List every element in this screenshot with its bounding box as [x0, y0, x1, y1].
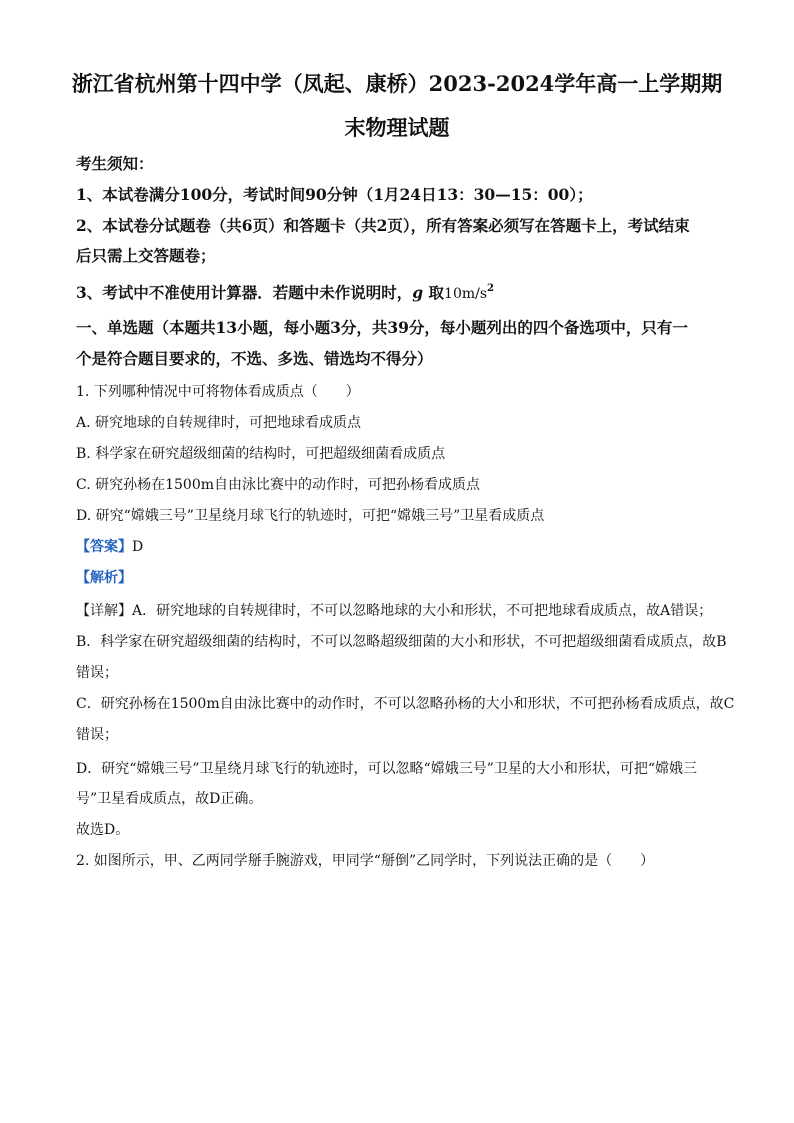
detail-label: 【详解】 [76, 603, 132, 619]
notice-item-2a: 2、本试卷分试题卷（共6页）和答题卡（共2页），所有答案必须写在答题卡上，考试结束 [76, 216, 690, 235]
q1-detail-c-line2: 错误； [76, 727, 118, 743]
q1-detail-d-line2: 号”卫星看成质点，故D正确。 [76, 791, 263, 807]
q1-option-c: C. 研究孙杨在1500m自由泳比赛中的动作时，可把孙杨看成质点 [76, 477, 481, 493]
notice-item-2b: 后只需上交答题卷； [76, 246, 216, 265]
section1-heading-a: 一、单选题（本题共13小题，每小题3分，共39分，每小题列出的四个备选项中，只有一 [76, 318, 688, 337]
q1-option-a: A. 研究地球的自转规律时，可把地球看成质点 [76, 415, 362, 431]
notice-item-1: 1、本试卷满分100分，考试时间90分钟（1月24日13：30—15：00）； [76, 185, 593, 204]
gravity-exponent: 2 [487, 283, 495, 294]
q1-detail-b-line2: 错误； [76, 665, 118, 681]
q2-stem: 2. 如图所示，甲、乙两同学掰手腕游戏，甲同学“掰倒”乙同学时，下列说法正确的是（ ） [76, 853, 655, 869]
answer-value: D [132, 539, 144, 555]
analysis-label: 【解析】 [76, 570, 132, 586]
notice-item-3-text: 3、考试中不准使用计算器．若题中未作说明时， [76, 283, 413, 302]
notice-item-3-take: 取 [423, 283, 445, 302]
q1-analysis [76, 567, 726, 587]
notice-item-3 [76, 281, 726, 303]
q1-detail-d-line1: D．研究“嫦娥三号”卫星绕月球飞行的轨迹时，可以忽略“嫦娥三号”卫星的大小和形状，可把“嫦娥三 [76, 761, 698, 777]
q1-detail-c-line1: C．研究孙杨在1500m自由泳比赛中的动作时，不可以忽略孙杨的大小和形状，不可把孙杨看成质点，故C [76, 696, 735, 712]
gravity-symbol: g [412, 283, 424, 302]
q1-conclusion: 故选D。 [76, 822, 130, 838]
q1-option-b: B. 科学家在研究超级细菌的结构时，可把超级细菌看成质点 [76, 446, 446, 462]
exam-title-line2: 末物理试题 [344, 115, 450, 140]
q1-detail-a [76, 600, 726, 620]
q1-answer [76, 536, 726, 556]
notice-heading: 考生须知： [76, 154, 154, 173]
gravity-value: 10m/s [444, 286, 488, 302]
q1-detail-b-line1: B．科学家在研究超级细菌的结构时，不可以忽略超级细菌的大小和形状，不可把超级细菌看成质点，故B [76, 634, 727, 650]
exam-title-line1: 浙江省杭州第十四中学（凤起、康桥）2023-2024学年高一上学期期 [71, 71, 723, 96]
answer-label: 【答案】 [76, 539, 132, 555]
detail-a-text: A．研究地球的自转规律时，不可以忽略地球的大小和形状，不可把地球看成质点，故A错误； [132, 603, 713, 619]
section1-heading-b: 个是符合题目要求的，不选、多选、错选均不得分） [76, 349, 433, 368]
q1-option-d: D. 研究“嫦娥三号”卫星绕月球飞行的轨迹时，可把“嫦娥三号”卫星看成质点 [76, 508, 545, 524]
q1-stem: 1. 下列哪种情况中可将物体看成质点（ ） [76, 384, 360, 400]
